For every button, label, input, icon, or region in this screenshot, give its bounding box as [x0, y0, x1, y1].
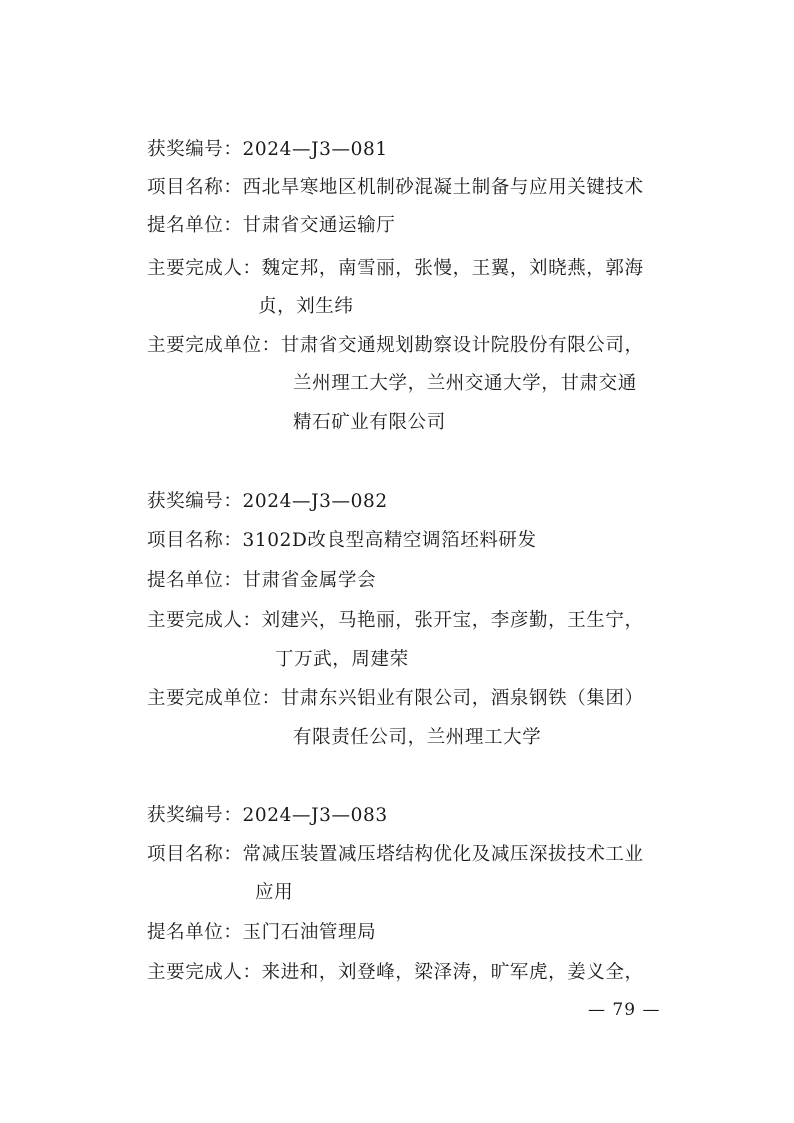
main-persons-line [147, 961, 644, 985]
award-number-label: 获奖编号： [147, 139, 243, 160]
award-number-value: 2024—J3—081 [242, 139, 388, 160]
nominator-label: 提名单位： [147, 570, 243, 591]
page-number: — 79 — [588, 1000, 661, 1020]
nominator-line [147, 921, 376, 945]
award-number-label: 获奖编号： [147, 805, 243, 826]
main-persons-value: 魏定邦，南雪丽，张慢，王翼，刘晓燕，郭海 [261, 258, 644, 279]
main-units-value: 甘肃省交通规划勘察设计院股份有限公司， [280, 335, 644, 356]
nominator-label: 提名单位： [147, 215, 243, 236]
nominator-value: 甘肃省金属学会 [242, 570, 377, 591]
project-name-label: 项目名称： [147, 844, 243, 865]
project-name-value: 常减压装置减压塔结构优化及减压深拔技术工业 [242, 844, 644, 865]
main-persons-continuation: 丁万武，周建荣 [275, 649, 409, 670]
project-name-continuation: 应用 [255, 882, 294, 903]
project-name-line [147, 529, 537, 553]
main-units-label: 主要完成单位： [147, 688, 281, 709]
project-name-line [147, 176, 644, 200]
main-persons-line [147, 257, 644, 281]
award-number-line [147, 490, 388, 514]
project-name-line [147, 843, 644, 867]
award-number-value: 2024—J3—082 [242, 491, 388, 512]
main-units-continuation-1: 有限责任公司，兰州理工大学 [293, 727, 542, 748]
project-name-value: 3102D改良型高精空调箔坯料研发 [242, 530, 537, 551]
award-number-label: 获奖编号： [147, 491, 243, 512]
main-persons-label: 主要完成人： [147, 258, 262, 279]
main-persons-continuation: 贞，刘生纬 [258, 296, 354, 317]
main-units-value: 甘肃东兴铝业有限公司，酒泉钢铁（集团） [280, 688, 644, 709]
award-number-line [147, 804, 388, 828]
nominator-value: 甘肃省交通运输厅 [242, 215, 396, 236]
main-persons-value: 来进和，刘登峰，梁泽涛，旷军虎，姜义全， [261, 962, 644, 983]
main-persons-line [147, 609, 644, 633]
project-name-label: 项目名称： [147, 530, 243, 551]
nominator-label: 提名单位： [147, 922, 243, 943]
award-number-value: 2024—J3—083 [242, 805, 388, 826]
nominator-line [147, 214, 395, 238]
award-number-line [147, 138, 388, 162]
nominator-value: 玉门石油管理局 [242, 922, 377, 943]
nominator-line [147, 569, 376, 593]
main-persons-label: 主要完成人： [147, 962, 262, 983]
main-persons-value: 刘建兴，马艳丽，张开宝，李彦勤，王生宁， [261, 610, 644, 631]
main-units-continuation-1: 兰州理工大学，兰州交通大学，甘肃交通 [293, 373, 637, 394]
main-persons-label: 主要完成人： [147, 610, 262, 631]
main-units-line [147, 334, 644, 358]
main-units-continuation-2: 精石矿业有限公司 [293, 412, 446, 433]
project-name-label: 项目名称： [147, 177, 243, 198]
main-units-line [147, 687, 644, 711]
project-name-value: 西北旱寒地区机制砂混凝土制备与应用关键技术 [242, 177, 644, 198]
main-units-label: 主要完成单位： [147, 335, 281, 356]
